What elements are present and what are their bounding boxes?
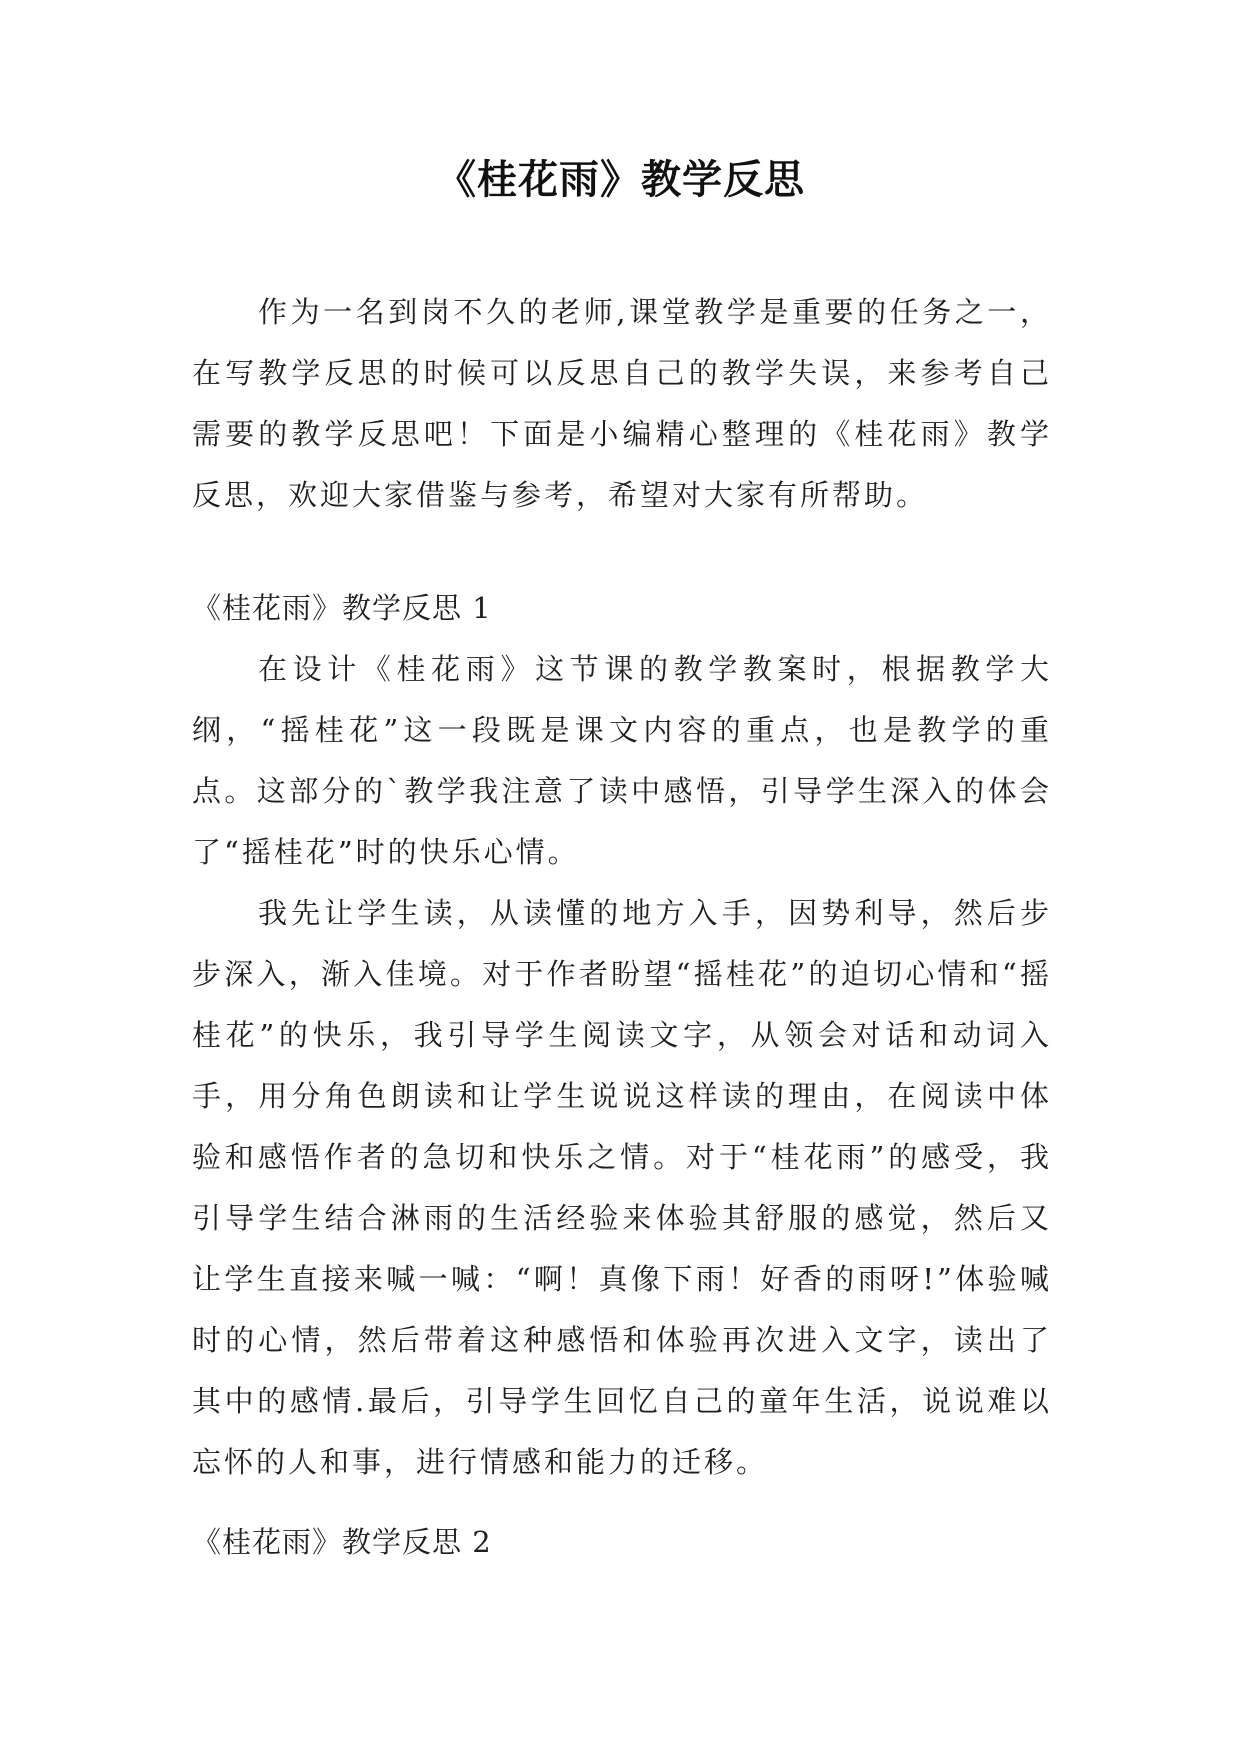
section-1-paragraph-2: 我先让学生读，从读懂的地方入手，因势利导，然后步步深入，渐入佳境。对于作者盼望“摇桂花”的迫切心情和“摇桂花”的快乐，我引导学生阅读文字，从领会对话和动词入手，用分角色朗读和让学生说说这样读的理由，在阅读中体验和感悟作者的急切和快乐之情。对于“桂花雨”的感受，我引导学生结合淋雨的生活经验来体验其舒服的感觉，然后又让学生直接来喊一喊：“啊！真像下雨！好香的雨呀!”体验喊时的心情，然后带着这种感悟和体验再次进入文字，读出了其中的感情.最后，引导学生回忆自己的童年生活，说说难以忘怀的人和事，进行情感和能力的迁移。 <box>192 896 1052 1479</box>
section-2 <box>192 1512 1052 1573</box>
intro-block <box>192 282 1052 526</box>
section-1 <box>192 578 1052 1493</box>
intro-paragraph: 作为一名到岗不久的老师,课堂教学是重要的任务之一，在写教学反思的时候可以反思自己的教学失误，来参考自己需要的教学反思吧！下面是小编精心整理的《桂花雨》教学反思，欢迎大家借鉴与参考，希望对大家有所帮助。 <box>192 295 1052 512</box>
section-1-paragraph-1: 在设计《桂花雨》这节课的教学教案时，根据教学大纲，“摇桂花”这一段既是课文内容的重点，也是教学的重点。这部分的`教学我注意了读中感悟，引导学生深入的体会了“摇桂花”时的快乐心情。 <box>192 652 1052 869</box>
document-title: 《桂花雨》教学反思 <box>436 157 805 203</box>
section-1-heading: 《桂花雨》教学反思 1 <box>192 591 492 625</box>
section-2-heading: 《桂花雨》教学反思 2 <box>192 1525 492 1559</box>
